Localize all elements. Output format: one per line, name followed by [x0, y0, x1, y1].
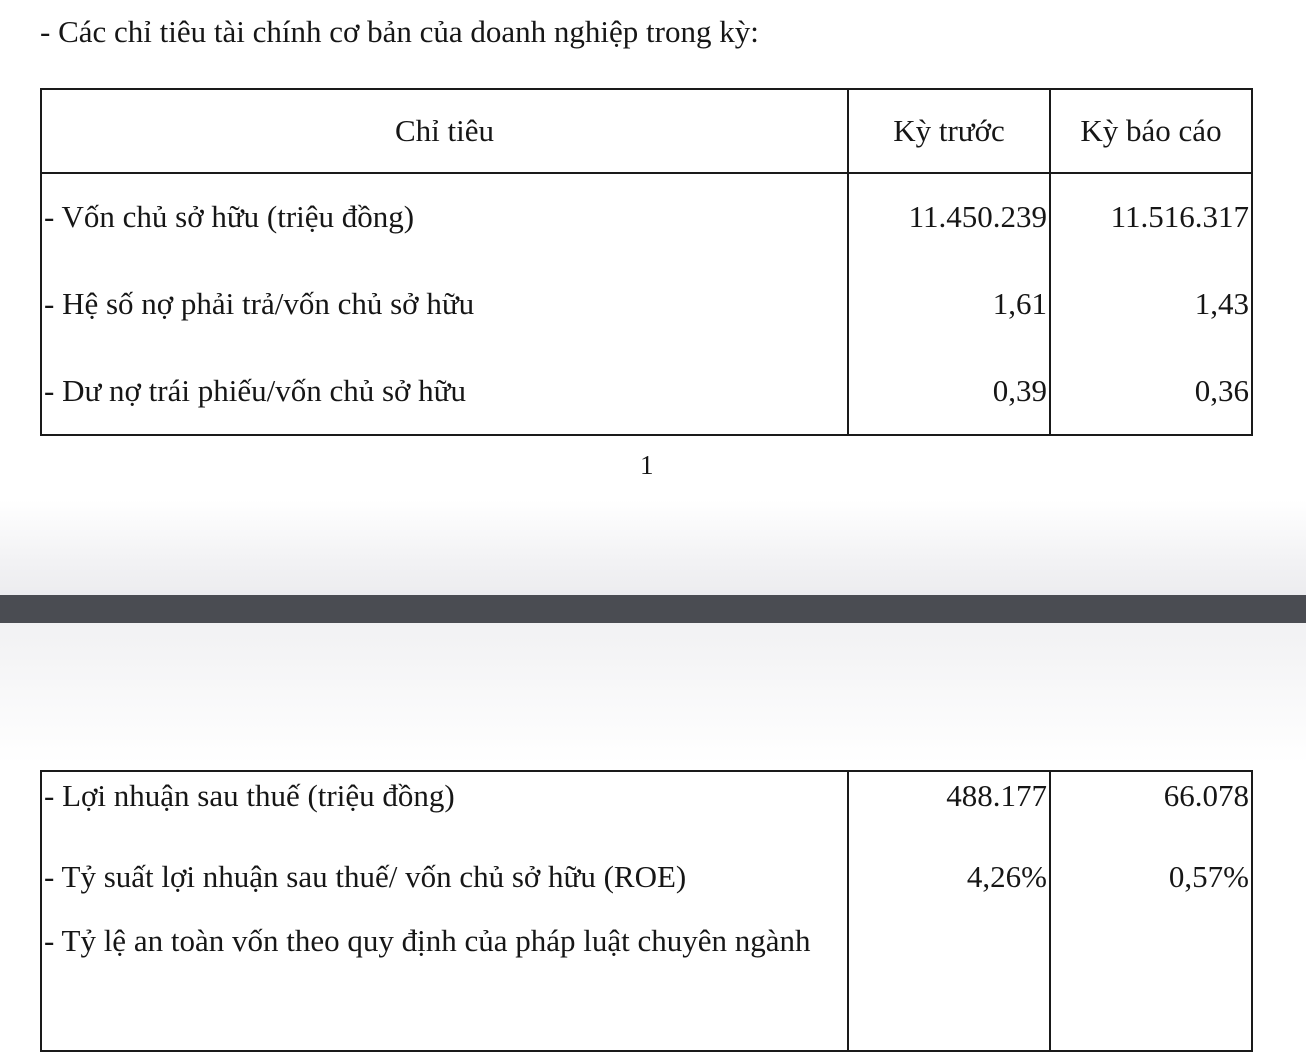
- row-label: - Hệ số nợ phải trả/vốn chủ sở hữu: [41, 261, 848, 348]
- current-value: 1,43: [1050, 261, 1252, 348]
- previous-value: 1,61: [848, 261, 1050, 348]
- current-value: 0,57%: [1050, 838, 1252, 916]
- table-row: [41, 916, 1252, 1051]
- table-row: [41, 173, 1252, 261]
- previous-value: 4,26%: [848, 838, 1050, 916]
- page-number: 1: [640, 450, 654, 480]
- financial-indicators-table: [40, 88, 1253, 436]
- table-row: [41, 347, 1252, 435]
- table-row: [41, 261, 1252, 348]
- current-value: 0,36: [1050, 347, 1252, 435]
- current-value: [1050, 916, 1252, 1051]
- header-previous-period: Kỳ trước: [848, 89, 1050, 173]
- table-row: [41, 771, 1252, 838]
- financial-indicators-table-continued: [40, 770, 1253, 1052]
- page-bottom-shadow: [0, 500, 1306, 595]
- previous-value: 0,39: [848, 347, 1050, 435]
- table-row: [41, 838, 1252, 916]
- row-label: - Lợi nhuận sau thuế (triệu đồng): [41, 771, 848, 838]
- row-label: - Tỷ suất lợi nhuận sau thuế/ vốn chủ sở hữu (ROE): [41, 838, 848, 916]
- row-label: - Tỷ lệ an toàn vốn theo quy định của pháp luật chuyên ngành: [41, 916, 848, 1051]
- table-header-row: [41, 89, 1252, 173]
- current-value: 11.516.317: [1050, 173, 1252, 261]
- row-label: - Dư nợ trái phiếu/vốn chủ sở hữu: [41, 347, 848, 435]
- header-indicator: Chỉ tiêu: [41, 89, 848, 173]
- row-label: - Vốn chủ sở hữu (triệu đồng): [41, 173, 848, 261]
- page-separator: [0, 595, 1306, 623]
- page-top-shadow: [0, 623, 1306, 763]
- header-reporting-period: Kỳ báo cáo: [1050, 89, 1252, 173]
- section-heading: - Các chỉ tiêu tài chính cơ bản của doanh nghiệp trong kỳ:: [40, 14, 759, 49]
- current-value: 66.078: [1050, 771, 1252, 838]
- previous-value: 11.450.239: [848, 173, 1050, 261]
- previous-value: 488.177: [848, 771, 1050, 838]
- previous-value: [848, 916, 1050, 1051]
